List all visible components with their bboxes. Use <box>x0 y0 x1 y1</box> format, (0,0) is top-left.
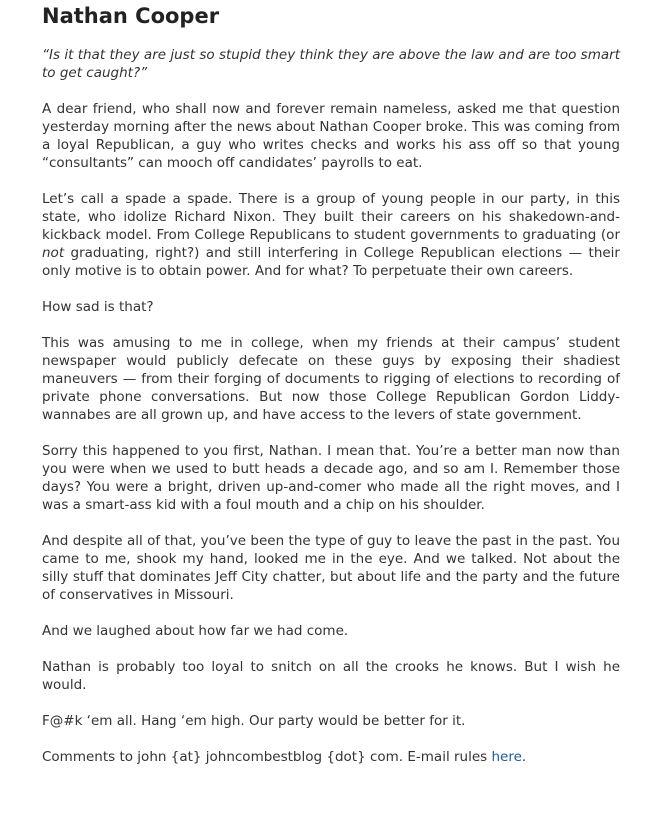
opening-quote: “Is it that they are just so stupid they think they are above the law and are too smart to get caught?” <box>42 47 620 81</box>
paragraph-7: And we laughed about how far we had come. <box>42 623 349 639</box>
paragraph-2-emphasis: not <box>42 245 65 261</box>
email-rules-link[interactable]: here <box>491 749 522 765</box>
paragraph-2-tail: graduating, right?) and still interfering in College Republican elections — their only motive is to obtain power. And for what? To perpetuate their own careers. <box>42 245 620 279</box>
paragraph-1: A dear friend, who shall now and forever remain nameless, asked me that question yesterday morning after the news about Nathan Cooper broke. This was coming from a loyal Republican, a guy who writes checks and works his ass off so that young “consultants” can mooch off candidates’ payrolls to eat. <box>42 101 620 171</box>
paragraph-5: Sorry this happened to you first, Nathan. I mean that. You’re a better man now than you were when we used to butt heads a decade ago, and so am I. Remember those days? You were a bright, driven up-and-comer who made all the right moves, and I was a smart-ass kid with a foul mouth and a chip on his shoulder. <box>42 443 620 513</box>
paragraph-8: Nathan is probably too loyal to snitch on all the crooks he knows. But I wish he would. <box>42 659 620 693</box>
paragraph-2 <box>42 190 620 280</box>
footer-end: . <box>521 749 527 765</box>
footer-text: Comments to john {at} johncombestblog {dot} com. E-mail rules <box>42 749 492 765</box>
paragraph-3: How sad is that? <box>42 299 154 315</box>
post-title: Nathan Cooper <box>42 4 220 28</box>
paragraph-6: And despite all of that, you’ve been the type of guy to leave the past in the past. You came to me, shook my hand, looked me in the eye. And we talked. Not about the silly stuff that dominates Jeff City chatter, but about life and the party and the future of conservatives in Missouri. <box>42 533 620 603</box>
comments-footer <box>42 748 620 766</box>
paragraph-2-head: Let’s call a spade a spade. There is a group of young people in our party, in this state, who idolize Richard Nixon. They built their careers on his shakedown-and-kickback model. From College Republicans to student governments to graduating (or <box>42 191 620 243</box>
paragraph-9: F@#k ‘em all. Hang ‘em high. Our party would be better for it. <box>42 713 466 729</box>
paragraph-4: This was amusing to me in college, when my friends at their campus’ student newspaper would publicly defecate on these guys by exposing their shadiest maneuvers — from their forging of documents to rigging of elections to recording of private phone conversations. But now those College Republican Gordon Liddy-wannabes are all grown up, and have access to the levers of state government. <box>42 335 620 423</box>
